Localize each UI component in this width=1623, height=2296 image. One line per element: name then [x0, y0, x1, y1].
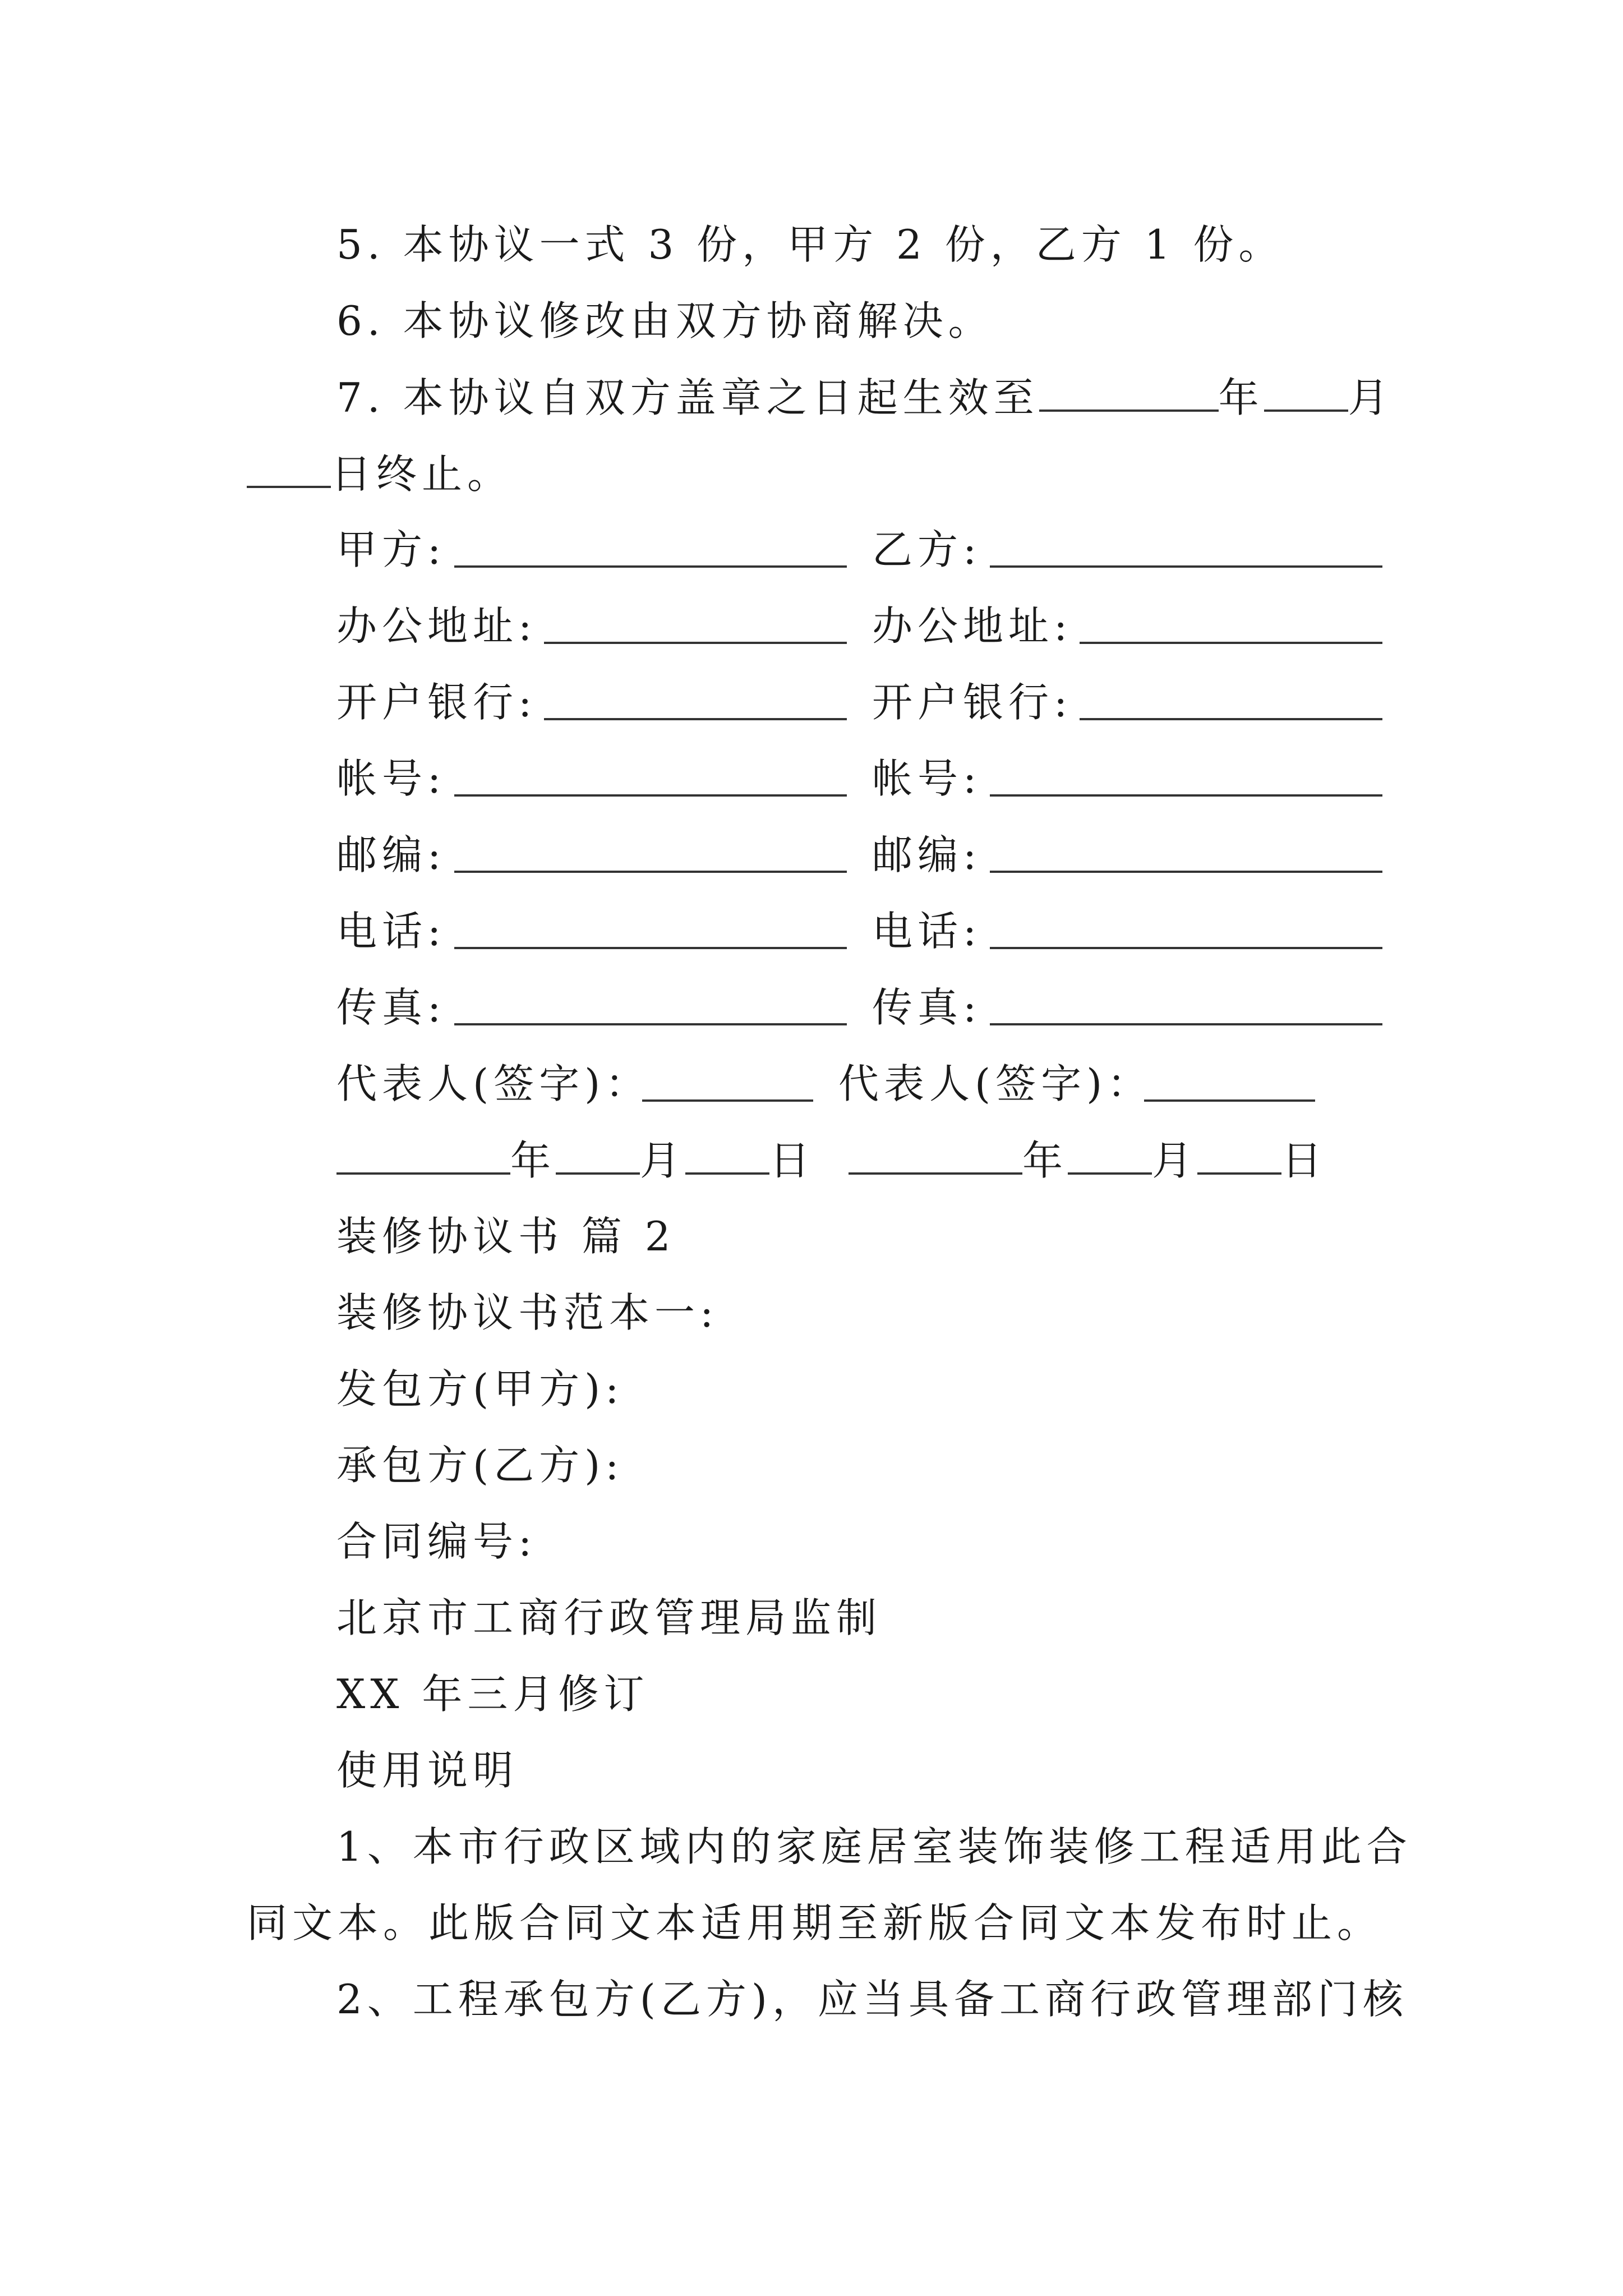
- supervisor-line: 北京市工商行政管理局监制: [336, 1594, 882, 1641]
- date-a-day-blank: [685, 1133, 769, 1175]
- fax-a-field: [336, 981, 446, 1034]
- clause-7-text: 7. 本协议自双方盖章之日起生效至: [336, 374, 1039, 421]
- phone-b-field: [872, 904, 981, 958]
- instructions-title: 使用说明: [336, 1747, 519, 1794]
- party-a-field: [336, 523, 446, 577]
- date-b-day-blank: [1197, 1133, 1281, 1175]
- postcode-a-label: 邮编:: [336, 831, 446, 878]
- date-b-month-blank: [1068, 1133, 1152, 1175]
- row-party: [0, 523, 1623, 577]
- date-b-year-blank: [849, 1133, 1022, 1175]
- row-postcode: [0, 828, 1623, 882]
- account-a-label: 帐号:: [336, 755, 446, 802]
- month-blank: [1264, 370, 1348, 412]
- bank-a-field: [336, 675, 537, 729]
- phone-b-label: 电话:: [872, 908, 982, 955]
- rep-a-field: [336, 1057, 651, 1111]
- account-b-label: 帐号:: [872, 755, 982, 802]
- phone-a-label: 电话:: [336, 908, 446, 955]
- date-a-year-blank: [336, 1133, 510, 1175]
- postcode-a-field: [336, 828, 446, 882]
- party-a-line: [454, 565, 847, 568]
- postcode-b-line: [990, 871, 1382, 873]
- date-b-day: 日: [1281, 1137, 1327, 1184]
- clause-7-end: 日终止。: [331, 450, 513, 498]
- row-account: [0, 752, 1623, 806]
- date-b-month: 月: [1152, 1137, 1198, 1184]
- bank-b-field: [872, 675, 1072, 729]
- row-bank: [0, 675, 1623, 729]
- address-a-label: 办公地址:: [336, 602, 537, 650]
- bank-a-line: [544, 718, 847, 720]
- phone-a-line: [454, 947, 847, 949]
- instruction-1-line2: 同文本。此版合同文本适用期至新版合同文本发布时止。: [247, 1899, 1383, 1947]
- row-fax: [0, 981, 1623, 1034]
- clause-7-year: 年: [1218, 374, 1264, 421]
- party-b-line: [990, 565, 1382, 568]
- row-phone: [0, 904, 1623, 958]
- rep-b-line: [1144, 1099, 1315, 1102]
- postcode-b-label: 邮编:: [872, 831, 982, 878]
- fax-a-line: [454, 1023, 847, 1025]
- rep-b-field: [838, 1057, 1152, 1111]
- phone-a-field: [336, 904, 446, 958]
- phone-b-line: [990, 947, 1382, 949]
- employer-label: 发包方(甲方):: [336, 1365, 624, 1412]
- address-b-field: [872, 599, 1072, 653]
- instruction-2-line1: 2、工程承包方(乙方)，应当具备工商行政管理部门核: [336, 1976, 1408, 2023]
- date-a-year: 年: [510, 1137, 556, 1184]
- section-2-heading: 装修协议书 篇 2: [336, 1213, 676, 1260]
- row-address: [0, 599, 1623, 653]
- row-dates: [336, 1133, 1327, 1188]
- clause-7-line1: [336, 370, 1394, 425]
- party-b-field: [872, 523, 981, 577]
- address-a-field: [336, 599, 537, 653]
- date-a-month: 月: [640, 1137, 686, 1184]
- postcode-a-line: [454, 871, 847, 873]
- bank-a-label: 开户银行:: [336, 679, 537, 726]
- rep-a-line: [642, 1099, 813, 1102]
- instruction-1-line1: 1、本市行政区域内的家庭居室装饰装修工程适用此合: [336, 1823, 1412, 1870]
- clause-7-line2: [247, 447, 513, 501]
- rep-a-label: 代表人(签字)：: [336, 1060, 651, 1107]
- fax-a-label: 传真:: [336, 984, 446, 1031]
- date-a-day: 日: [769, 1137, 815, 1184]
- date-b-year: 年: [1022, 1137, 1068, 1184]
- address-b-line: [1080, 642, 1382, 644]
- fax-b-field: [872, 981, 981, 1034]
- account-a-field: [336, 752, 446, 806]
- clause-7-month: 月: [1348, 374, 1394, 421]
- contractor-label: 承包方(乙方):: [336, 1442, 624, 1489]
- clause-6: 6. 本协议修改由双方协商解决。: [336, 297, 994, 344]
- row-representative: [0, 1057, 1623, 1111]
- bank-b-label: 开户银行:: [872, 679, 1073, 726]
- account-a-line: [454, 794, 847, 797]
- contract-number-label: 合同编号:: [336, 1518, 537, 1565]
- bank-b-line: [1080, 718, 1382, 720]
- year-blank: [1039, 370, 1219, 412]
- postcode-b-field: [872, 828, 981, 882]
- clause-5: 5. 本协议一式 3 份，甲方 2 份，乙方 1 份。: [336, 221, 1284, 268]
- account-b-field: [872, 752, 981, 806]
- party-a-label: 甲方:: [336, 526, 446, 573]
- day-blank: [247, 447, 331, 488]
- revision-line: XX 年三月修订: [336, 1671, 649, 1718]
- rep-b-label: 代表人(签字)：: [838, 1060, 1153, 1107]
- party-b-label: 乙方:: [872, 526, 982, 573]
- account-b-line: [990, 794, 1382, 797]
- fax-b-line: [990, 1023, 1382, 1025]
- address-a-line: [544, 642, 847, 644]
- sample-title: 装修协议书范本一:: [336, 1289, 719, 1336]
- address-b-label: 办公地址:: [872, 602, 1073, 650]
- date-a-month-blank: [556, 1133, 640, 1175]
- fax-b-label: 传真:: [872, 984, 982, 1031]
